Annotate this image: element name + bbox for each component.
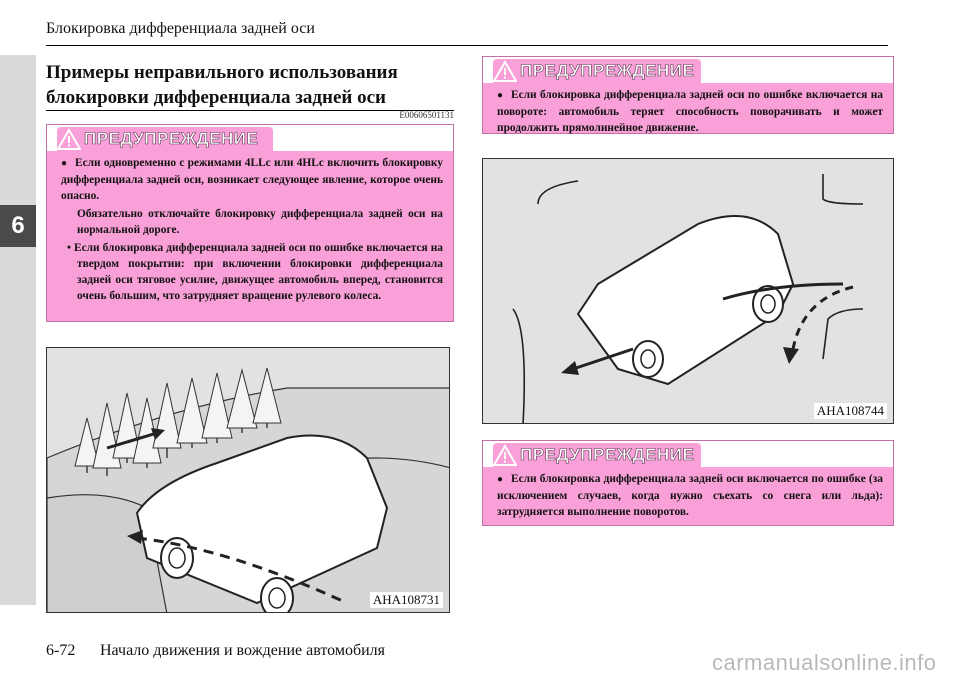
warning-header [483,441,893,467]
warning-box-right-bottom [482,440,894,526]
warning-body [61,155,443,306]
warning-box-right-top [482,56,894,134]
side-tab-strip [0,55,36,605]
warning-body [497,87,883,138]
chapter-badge[interactable]: 6 [0,205,36,247]
illustration-right [482,158,894,424]
car-on-turn-illustration [483,159,894,424]
figure-code: AHA108731 [370,592,443,608]
watermark-link[interactable]: carmanualsonline.info [712,650,937,675]
bullet-icon: ● [497,474,504,485]
warning-text: Если блокировка дифференциала задней оси по ошибке включается на твердом покрытии: при включении блокировки дифференциала задней оси тяговое усилие, движущее автомобиль вперед, становится очень большим, что затрудняет вращение рулевого колеса. [74,242,443,302]
figure-code: AHA108744 [814,403,887,419]
warning-title: ПРЕДУПРЕЖДЕНИЕ [84,129,259,148]
warning-text: Если блокировка дифференциала задней оси включается по ошибке (за исключением случаев, когда нужно съехать со снега или льда): затрудняется выполнение поворотов. [497,473,883,518]
dot-bullet-icon: • [67,242,75,254]
warning-triangle-icon [493,60,517,82]
bullet-icon: ● [497,90,504,101]
warning-body [497,471,883,522]
warning-triangle-icon [57,128,81,150]
car-on-slope-illustration [47,348,450,613]
section-title-line1: Примеры неправильного использования [46,62,398,83]
side-tab [0,0,36,679]
warning-triangle-icon [493,444,517,466]
bullet-icon: ● [61,158,68,169]
page-header: Блокировка дифференциала задней оси [46,20,315,37]
illustration-left [46,347,450,613]
page-number: 6-72 [46,642,76,659]
section-code: E00606501131 [399,110,454,120]
section-title [46,60,454,110]
warning-text: Если одновременно с режимами 4LLc или 4HLc включить блокировку дифференциала задней оси, возникает следующее явление, которое очень опасно. [61,157,443,202]
warning-header [483,57,893,83]
footer-chapter-title: Начало движения и вождение автомобиля [100,642,386,659]
warning-text: Если блокировка дифференциала задней оси по ошибке включается на повороте: автомобиль теряет способность поворачивать и может продолжить прямолинейное движение. [497,89,883,134]
section-title-line2: блокировки дифференциала задней оси [46,87,386,108]
warning-header [47,125,453,151]
warning-text: Обязательно отключайте блокировку дифференциала задней оси на нормальной дороге. [77,208,443,236]
header-rule [46,45,888,46]
warning-title: ПРЕДУПРЕЖДЕНИЕ [520,445,695,464]
warning-box-left [46,124,454,322]
warning-title: ПРЕДУПРЕЖДЕНИЕ [520,61,695,80]
